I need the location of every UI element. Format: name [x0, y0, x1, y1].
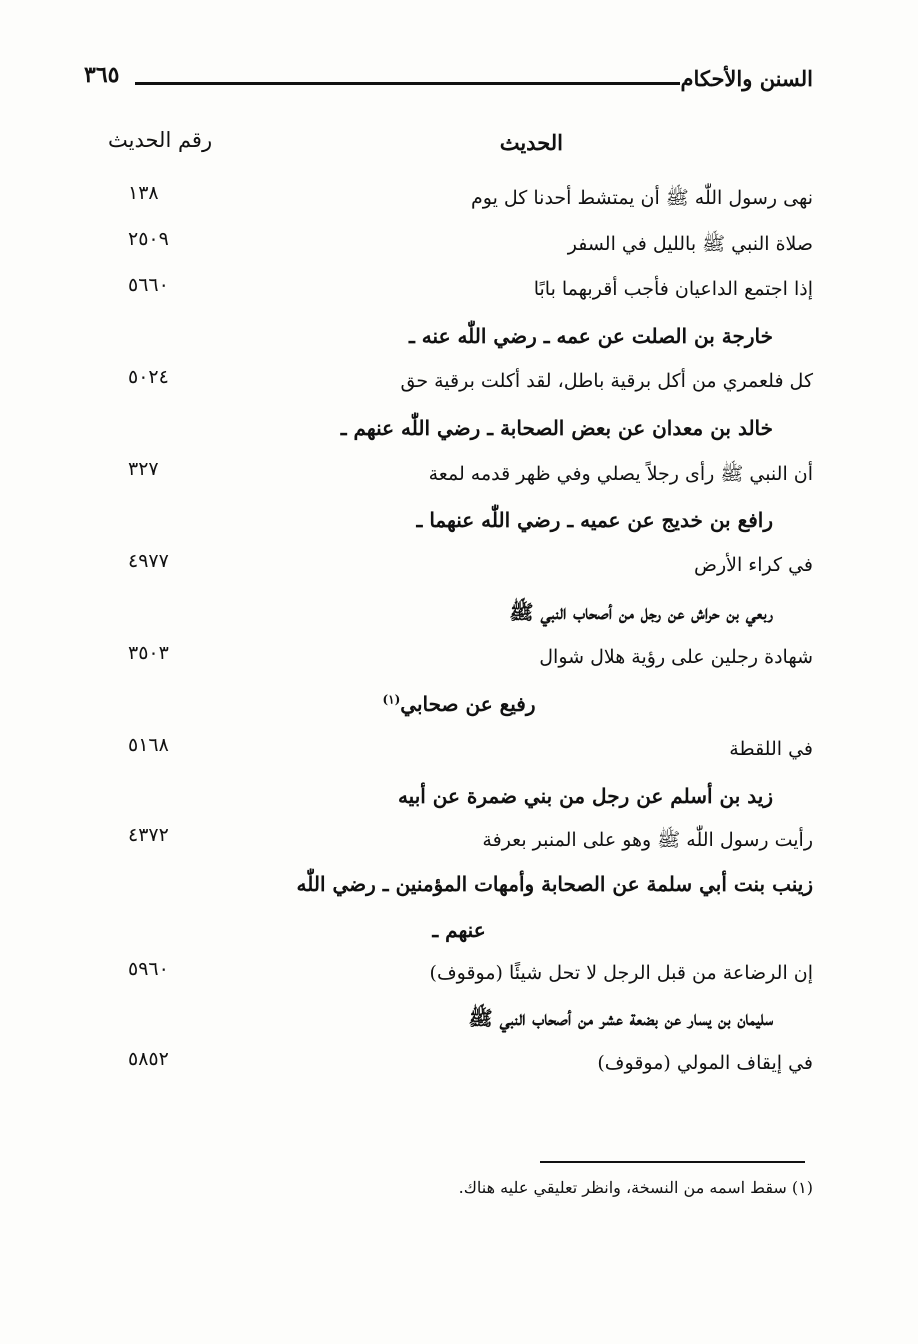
hadith-number: ٣٥٠٣ — [128, 642, 169, 664]
hadith-text: في اللقطة — [729, 738, 813, 760]
page-number: ٣٦٥ — [84, 62, 120, 88]
narrator-row — [0, 318, 918, 360]
narrator-row — [0, 594, 918, 636]
footnote-marker: (١) — [382, 692, 401, 707]
narrator-text: عنهم ـ — [432, 918, 486, 942]
hadith-number: ٥٠٢٤ — [128, 366, 169, 388]
hadith-row — [0, 1046, 918, 1088]
hadith-row — [0, 456, 918, 498]
hadith-row — [0, 640, 918, 682]
hadith-text: رأيت رسول اللّٰه ﷺ وهو على المنبر بعرفة — [482, 829, 813, 851]
hadith-number: ١٣٨ — [128, 182, 159, 204]
narrator-text — [0, 692, 918, 716]
narrator-text-main: رفيع عن صحابي — [400, 692, 536, 716]
narrator-text: ربعي بن حراش عن رجل من أصحاب النبي ﷺ — [509, 600, 773, 624]
hadith-text: أن النبي ﷺ رأى رجلاً يصلي وفي ظهر قدمه لمعة — [428, 463, 813, 485]
hadith-text: إن الرضاعة من قبل الرجل لا تحل شيئًا (موقوف) — [429, 962, 813, 984]
hadith-text: في كراء الأرض — [693, 554, 813, 576]
narrator-text: رافع بن خديج عن عميه ـ رضي اللّٰه عنهما ـ — [416, 508, 773, 532]
hadith-row — [0, 732, 918, 774]
hadith-row — [0, 822, 918, 864]
hadith-number: ٤٩٧٧ — [128, 550, 169, 572]
narrator-text: زيد بن أسلم عن رجل من بني ضمرة عن أبيه — [397, 784, 773, 808]
hadith-text: نهى رسول اللّٰه ﷺ أن يمتشط أحدنا كل يوم — [470, 187, 813, 209]
narrator-text: سليمان بن يسار عن بضعة عشر من أصحاب النبي ﷺ — [468, 1006, 773, 1030]
hadith-number: ٢٥٠٩ — [128, 228, 169, 250]
hadith-row — [0, 548, 918, 590]
running-header-title: السنن والأحكام — [680, 66, 813, 91]
hadith-number: ٥٩٦٠ — [128, 958, 169, 980]
narrator-row — [0, 410, 918, 452]
hadith-row — [0, 226, 918, 268]
hadith-text: صلاة النبي ﷺ بالليل في السفر — [567, 233, 813, 255]
narrator-row — [0, 502, 918, 544]
hadith-number: ٤٣٧٢ — [128, 824, 169, 846]
narrator-row — [0, 1000, 918, 1042]
footnote-rule — [540, 1161, 805, 1163]
column-header-hadith: الحديث — [499, 130, 563, 155]
column-header-number: رقم الحديث — [108, 128, 213, 152]
narrator-text: زينب بنت أبي سلمة عن الصحابة وأمهات المؤمنين ـ رضي اللّٰه — [296, 872, 813, 896]
hadith-row — [0, 364, 918, 406]
hadith-row — [0, 956, 918, 998]
hadith-text: إذا اجتمع الداعيان فأجب أقربهما بابًا — [533, 278, 813, 300]
narrator-text: خالد بن معدان عن بعض الصحابة ـ رضي اللّٰه عنهم ـ — [340, 416, 773, 440]
narrator-text: خارجة بن الصلت عن عمه ـ رضي اللّٰه عنه ـ — [408, 324, 773, 348]
narrator-row — [0, 866, 918, 908]
hadith-row — [0, 180, 918, 222]
hadith-number: ٥٨٥٢ — [128, 1048, 169, 1070]
narrator-row — [0, 686, 918, 728]
narrator-row — [0, 778, 918, 820]
hadith-text: كل فلعمري من أكل برقية باطل، لقد أكلت برقية حق — [400, 370, 813, 392]
hadith-text: في إيقاف المولي (موقوف) — [597, 1052, 813, 1074]
hadith-number: ٥٦٦٠ — [128, 274, 169, 296]
narrator-row — [0, 912, 918, 954]
header-rule — [135, 82, 680, 85]
hadith-number: ٣٢٧ — [128, 458, 159, 480]
hadith-number: ٥١٦٨ — [128, 734, 169, 756]
hadith-row — [0, 272, 918, 314]
footnote-text: (١) سقط اسمه من النسخة، وانظر تعليقي عليه هناك. — [458, 1178, 813, 1197]
hadith-text: شهادة رجلين على رؤية هلال شوال — [539, 646, 813, 668]
